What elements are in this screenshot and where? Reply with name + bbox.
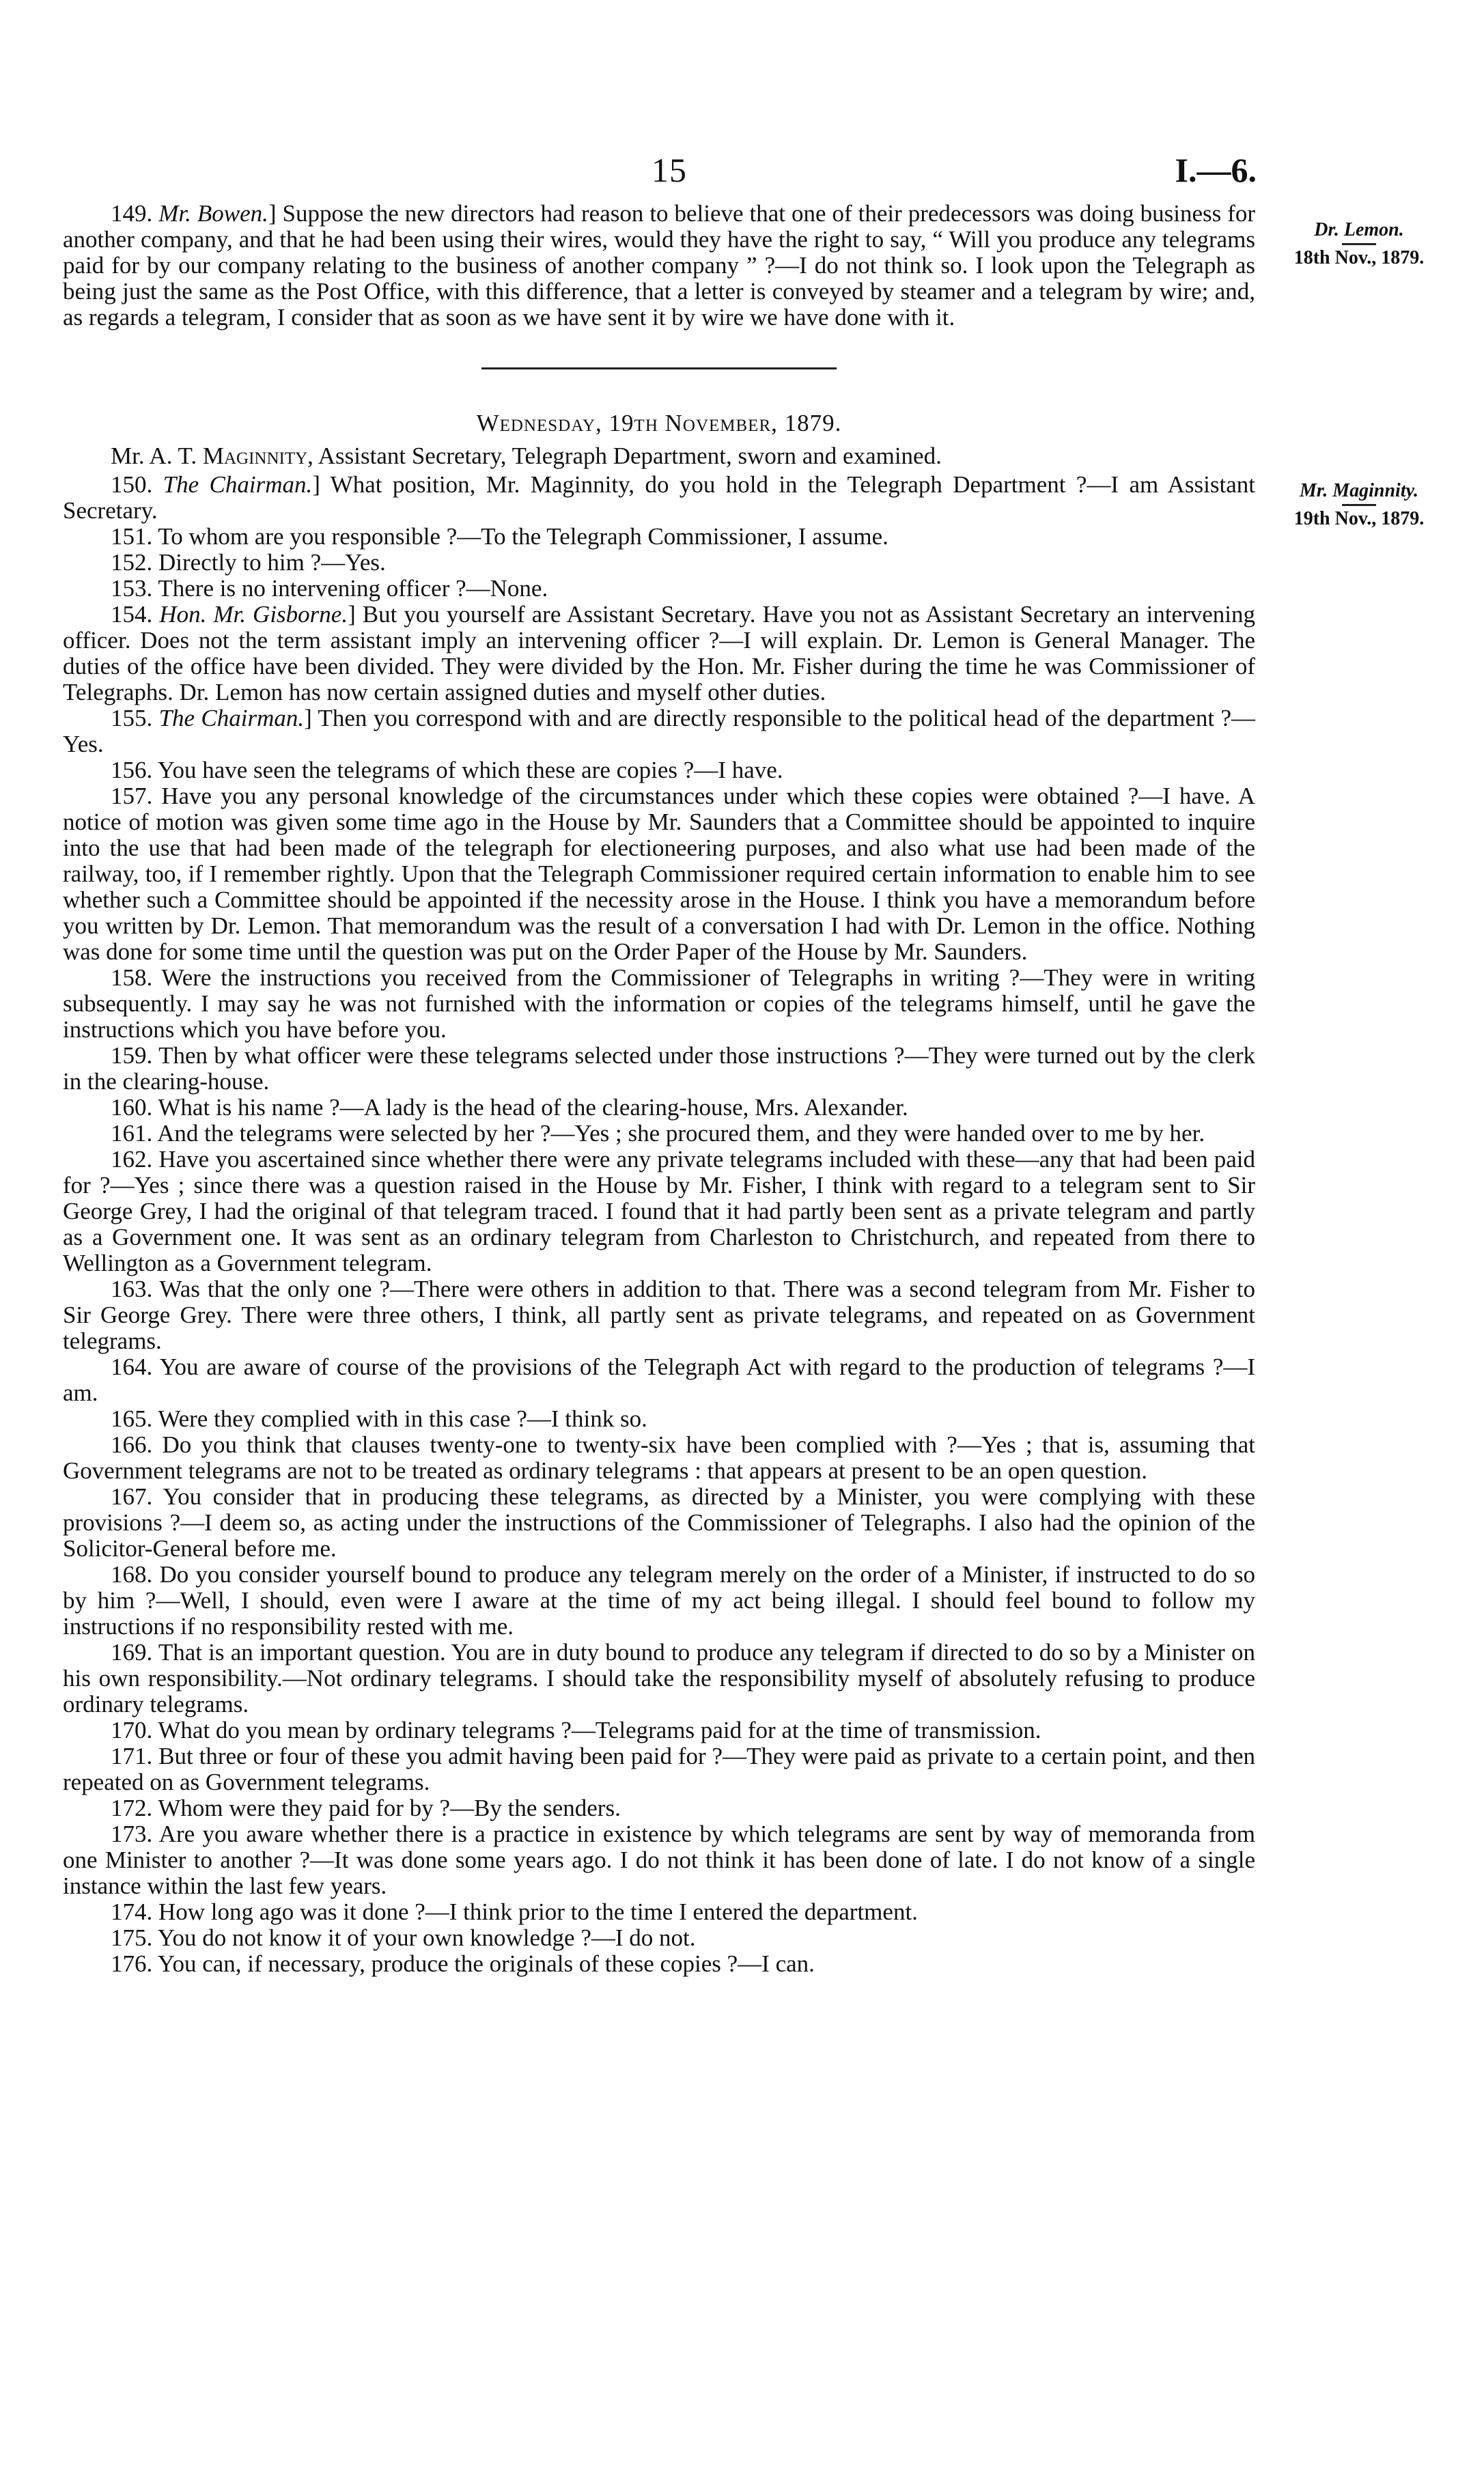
question-text: Then by what officer were these telegrams selected under those instructions ?—They were turned out by the clerk in the clearing-house. <box>63 1042 1255 1095</box>
question-text: Were the instructions you received from the Commissioner of Telegraphs in writing ?—They were in writing subsequently. I may say he was not furnished with the information or copies of the telegrams himself, until he gave the instructions which you have before you. <box>63 964 1255 1043</box>
question-number: 160. <box>111 1094 153 1121</box>
question-item <box>63 705 1255 757</box>
question-number: 154. <box>111 601 153 628</box>
question-text: You have seen the telegrams of which these are copies ?—I have. <box>157 757 783 783</box>
witness-line <box>63 443 1255 469</box>
question-text: But three or four of these you admit having been paid for ?—They were paid as private to a certain point, and then repeated on as Government telegrams. <box>63 1743 1256 1795</box>
question-item <box>63 1484 1255 1562</box>
question-item <box>63 1899 1255 1925</box>
question-item <box>63 1562 1255 1640</box>
section-divider <box>481 367 837 369</box>
question-number: 168. <box>111 1561 153 1588</box>
witness-name: Maginnity <box>202 443 308 469</box>
question-number: 164. <box>111 1354 153 1380</box>
question-item <box>63 1821 1255 1899</box>
question-number: 166. <box>111 1431 153 1458</box>
question-number: 157. <box>111 783 153 809</box>
question-item <box>63 1717 1255 1743</box>
question-number: 161. <box>111 1120 153 1147</box>
witness-prefix: Mr. A. T. <box>111 443 197 469</box>
questioner: Mr. Bowen. <box>158 200 268 227</box>
question-text: ] Suppose the new directors had reason to believe that one of their predecessors was doing business for another company, and that he had been using their wires, would they have the right to say, “ Will you produce any telegrams paid for by our company relating to the business of another company ” ?—I do not think so. I look upon the Telegraph as being just the same as the Post Office, with this difference, that a letter is conveyed by steamer and a telegram by wire; and, as regards a telegram, I consider that as soon as we have sent it by wire we have done with it. <box>63 200 1256 331</box>
margin-date: 18th Nov., 1879. <box>1293 247 1425 268</box>
question-item <box>63 576 1255 602</box>
question-number: 150. <box>111 471 153 498</box>
question-number: 162. <box>111 1146 153 1173</box>
questioner: Hon. Mr. Gisborne. <box>159 601 348 628</box>
question-item <box>63 1406 1255 1432</box>
question-number: 151. <box>111 523 153 550</box>
question-number: 176. <box>111 1950 153 1977</box>
question-item <box>63 1043 1255 1095</box>
question-item <box>63 1640 1255 1717</box>
question-text: You are aware of course of the provisions of the Telegraph Act with regard to the production of telegrams ?—I am. <box>63 1354 1256 1406</box>
question-text: What do you mean by ordinary telegrams ?—Telegrams paid for at the time of transmission. <box>158 1717 1041 1743</box>
question-item <box>63 1095 1255 1121</box>
question-item <box>63 1743 1255 1795</box>
question-list <box>63 472 1255 1977</box>
question-item <box>63 757 1255 783</box>
question-number: 149. <box>111 200 153 227</box>
question-number: 170. <box>111 1717 153 1743</box>
question-number: 163. <box>111 1276 153 1302</box>
question-number: 152. <box>111 549 153 576</box>
question-text: Directly to him ?—Yes. <box>158 549 386 576</box>
question-item <box>63 1354 1255 1406</box>
question-text: What is his name ?—A lady is the head of the clearing-house, Mrs. Alexander. <box>158 1094 908 1121</box>
question-number: 158. <box>111 964 153 991</box>
question-text: You consider that in producing these telegrams, as directed by a Minister, you were complying with these provisions ?—I deem so, as acting under the instructions of the Commissioner of Telegraphs. I also had the opinion of the Solicitor-General before me. <box>63 1483 1256 1562</box>
witness-description: , Assistant Secretary, Telegraph Department, sworn and examined. <box>307 443 942 469</box>
question-item <box>63 1951 1255 1977</box>
question-number: 169. <box>111 1639 153 1666</box>
question-text: There is no intervening officer ?—None. <box>158 575 548 602</box>
question-text: ] What position, Mr. Maginnity, do you hold in the Telegraph Department ?—I am Assistant Secretary. <box>63 471 1255 524</box>
question-number: 156. <box>111 757 153 783</box>
question-149 <box>63 201 1255 331</box>
question-number: 173. <box>111 1821 153 1847</box>
question-text: That is an important question. You are in duty bound to produce any telegram if directed to do so by a Minister on his own responsibility.—Not ordinary telegrams. I should take the responsibility myself of absolutely refusing to produce ordinary telegrams. <box>63 1639 1255 1717</box>
question-number: 165. <box>111 1405 153 1432</box>
question-text: You can, if necessary, produce the originals of these copies ?—I can. <box>157 1950 815 1977</box>
question-text: Have you ascertained since whether there were any private telegrams included with these—any that had been paid for ?—Yes ; since there was a question raised in the House by Mr. Fisher, I think with regard to a telegram sent to Sir George Grey, I had the original of that telegram traced. I found that it had partly been sent as a private telegram and partly as a Government one. It was sent as an ordinary telegram from Charleston to Christchurch, and repeated from there to Wellington as a Government telegram. <box>63 1146 1255 1276</box>
question-text: Do you think that clauses twenty-one to twenty-six have been complied with ?—Yes ; that is, assuming that Government telegrams are not to be treated as ordinary telegrams : that appears at present to be an open question. <box>63 1431 1255 1484</box>
question-text: To whom are you responsible ?—To the Telegraph Commissioner, I assume. <box>158 523 888 550</box>
question-item <box>63 1147 1255 1276</box>
question-number: 175. <box>111 1924 153 1951</box>
question-item <box>63 1432 1255 1484</box>
question-item <box>63 550 1255 576</box>
question-text: Have you any personal knowledge of the circumstances under which these copies were obtained ?—I have. A notice of motion was given some time ago in the House by Mr. Saunders that a Committee should be appointed to inquire into the use that had been made of the telegraph for electioneering purposes, and also what use had been made of the railway, too, if I remember rightly. Upon that the Telegraph Commissioner required certain information to enable him to see whether such a Committee should be appointed if the necessity arose in the House. I think you have a memorandum before you written by Dr. Lemon. That memorandum was the result of a conversation I had with Dr. Lemon in the office. Nothing was done for some time until the question was put on the Order Paper of the House by Mr. Saunders. <box>63 783 1255 965</box>
question-text: Whom were they paid for by ?—By the senders. <box>158 1795 621 1821</box>
questioner: The Chairman. <box>158 705 305 731</box>
question-number: 153. <box>111 575 153 602</box>
margin-witness-name: Mr. Maginnity. <box>1299 480 1418 501</box>
question-number: 155. <box>111 705 153 731</box>
margin-date: 19th Nov., 1879. <box>1293 508 1425 529</box>
question-number: 167. <box>111 1483 153 1510</box>
question-number: 172. <box>111 1795 153 1821</box>
evidence-text <box>63 201 1255 1977</box>
question-text: How long ago was it done ?—I think prior to the time I entered the department. <box>158 1898 918 1925</box>
paper-reference: I.—6. <box>1175 151 1257 189</box>
question-number: 171. <box>111 1743 153 1769</box>
question-text: You do not know it of your own knowledge ?—I do not. <box>157 1924 696 1951</box>
margin-dash <box>1342 243 1376 245</box>
question-item <box>63 1276 1255 1354</box>
margin-note-lemon <box>1267 217 1451 271</box>
question-text: ] Then you correspond with and are directly responsible to the political head of the department ?—Yes. <box>63 705 1255 757</box>
question-text: And the telegrams were selected by her ?—Yes ; she procured them, and they were handed over to me by her. <box>157 1120 1205 1147</box>
question-item <box>63 524 1255 550</box>
margin-note-maginnity <box>1267 478 1451 532</box>
page-number: 15 <box>652 151 687 189</box>
questioner: The Chairman. <box>163 471 313 498</box>
question-item <box>63 1121 1255 1147</box>
question-item <box>63 1925 1255 1951</box>
question-item <box>63 965 1255 1043</box>
question-text: Are you aware whether there is a practice in existence by which telegrams are sent by way of memoranda from one Minister to another ?—It was done some years ago. I do not think it has been done of late. I do not know of a single instance within the last few years. <box>63 1821 1255 1899</box>
margin-dash <box>1342 504 1376 506</box>
question-text: Do you consider yourself bound to produce any telegram merely on the order of a Minister, if instructed to do so by him ?—Well, I should, even were I aware at the time of my act being illegal. I should feel bound to follow my instructions if no responsibility rested with me. <box>63 1561 1256 1640</box>
question-text: Was that the only one ?—There were others in addition to that. There was a second telegram from Mr. Fisher to Sir George Grey. There were three others, I think, all partly sent as private telegrams, and repeated on as Government telegrams. <box>63 1276 1255 1354</box>
question-item <box>63 1795 1255 1821</box>
question-number: 174. <box>111 1898 153 1925</box>
question-item <box>63 472 1255 524</box>
question-text: Were they complied with in this case ?—I think so. <box>158 1405 647 1432</box>
question-item <box>63 783 1255 965</box>
question-item <box>63 602 1255 705</box>
question-text: ] But you yourself are Assistant Secretary. Have you not as Assistant Secretary an intervening officer. Does not the term assistant imply an intervening officer ?—I will explain. Dr. Lemon is General Manager. The duties of the office have been divided. They were divided by the Hon. Mr. Fisher during the time he was Commissioner of Telegraphs. Dr. Lemon has now certain assigned duties and myself other duties. <box>63 601 1255 705</box>
margin-witness-name: Dr. Lemon. <box>1314 219 1404 240</box>
date-heading: Wednesday, 19th November, 1879. <box>476 410 842 436</box>
question-number: 159. <box>111 1042 153 1069</box>
